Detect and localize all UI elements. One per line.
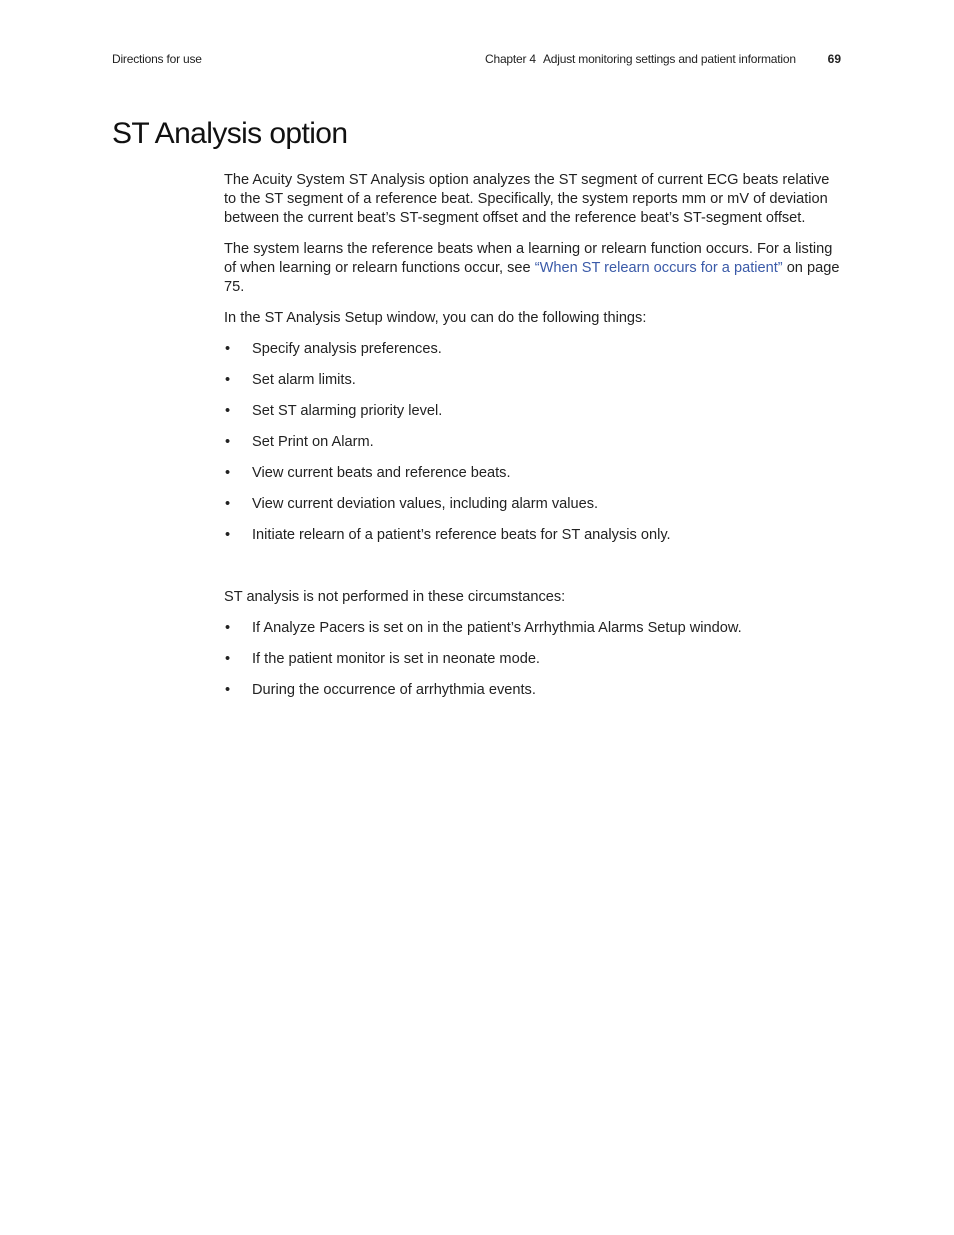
bullet-icon: • [225, 372, 231, 388]
list-item-text: If the patient monitor is set in neonate mode. [252, 651, 540, 667]
list-item [224, 340, 844, 359]
list-item-text: Set ST alarming priority level. [252, 403, 443, 419]
exclusions-paragraph: ST analysis is not performed in these circumstances: [224, 589, 566, 605]
bullet-icon: • [225, 527, 231, 543]
list-item-text: If Analyze Pacers is set on in the patient’s Arrhythmia Alarms Setup window. [252, 620, 742, 636]
bullet-icon: • [225, 465, 231, 481]
list-item-text: During the occurrence of arrhythmia events. [252, 682, 536, 698]
list-item-text: Set Print on Alarm. [252, 434, 374, 450]
page-reference-text: on page 75. [224, 260, 840, 295]
list-item [224, 495, 844, 514]
header-chapter-label: Chapter 4 [485, 52, 536, 66]
list-item-text: View current beats and reference beats. [252, 465, 511, 481]
header-chapter-title: Adjust monitoring settings and patient information [543, 52, 796, 66]
running-header [112, 52, 841, 70]
list-item [224, 464, 844, 483]
bullet-icon: • [225, 341, 231, 357]
list-item-text: Specify analysis preferences. [252, 341, 442, 357]
section-title: ST Analysis option [112, 117, 348, 150]
bullet-icon: • [225, 682, 231, 698]
list-item [224, 681, 844, 700]
cross-reference-link[interactable]: “When ST relearn occurs for a patient” [534, 260, 783, 276]
list-item [224, 371, 844, 390]
intro-paragraph: The Acuity System ST Analysis option analyzes the ST segment of current ECG beats relative to the ST segment of a reference beat. Specifically, the system reports mm or mV of deviation between the current beat’s ST-segment offset and the reference beat’s ST-segment offset. [224, 172, 830, 226]
bullet-icon: • [225, 496, 231, 512]
list-item [224, 526, 844, 545]
list-item [224, 650, 844, 669]
list-item [224, 619, 844, 638]
header-document-name: Directions for use [112, 52, 202, 66]
exclusions-list [224, 619, 844, 700]
list-item-text: View current deviation values, including alarm values. [252, 496, 599, 512]
learning-paragraph [224, 240, 844, 297]
page-number: 69 [827, 52, 841, 66]
bullet-icon: • [225, 403, 231, 419]
bullet-icon: • [225, 620, 231, 636]
section-spacer [224, 557, 844, 588]
list-item-text: Initiate relearn of a patient’s reference beats for ST analysis only. [252, 527, 671, 543]
list-item-text: Set alarm limits. [252, 372, 356, 388]
list-item [224, 433, 844, 452]
bullet-icon: • [225, 651, 231, 667]
bullet-icon: • [225, 434, 231, 450]
learning-text: The system learns the reference beats when a learning or relearn function occurs. For a listing of when learning or relearn functions occur, see [224, 241, 833, 276]
setup-window-paragraph: In the ST Analysis Setup window, you can do the following things: [224, 310, 647, 326]
list-item [224, 402, 844, 421]
setup-capabilities-list [224, 340, 844, 545]
section-body [224, 171, 844, 712]
